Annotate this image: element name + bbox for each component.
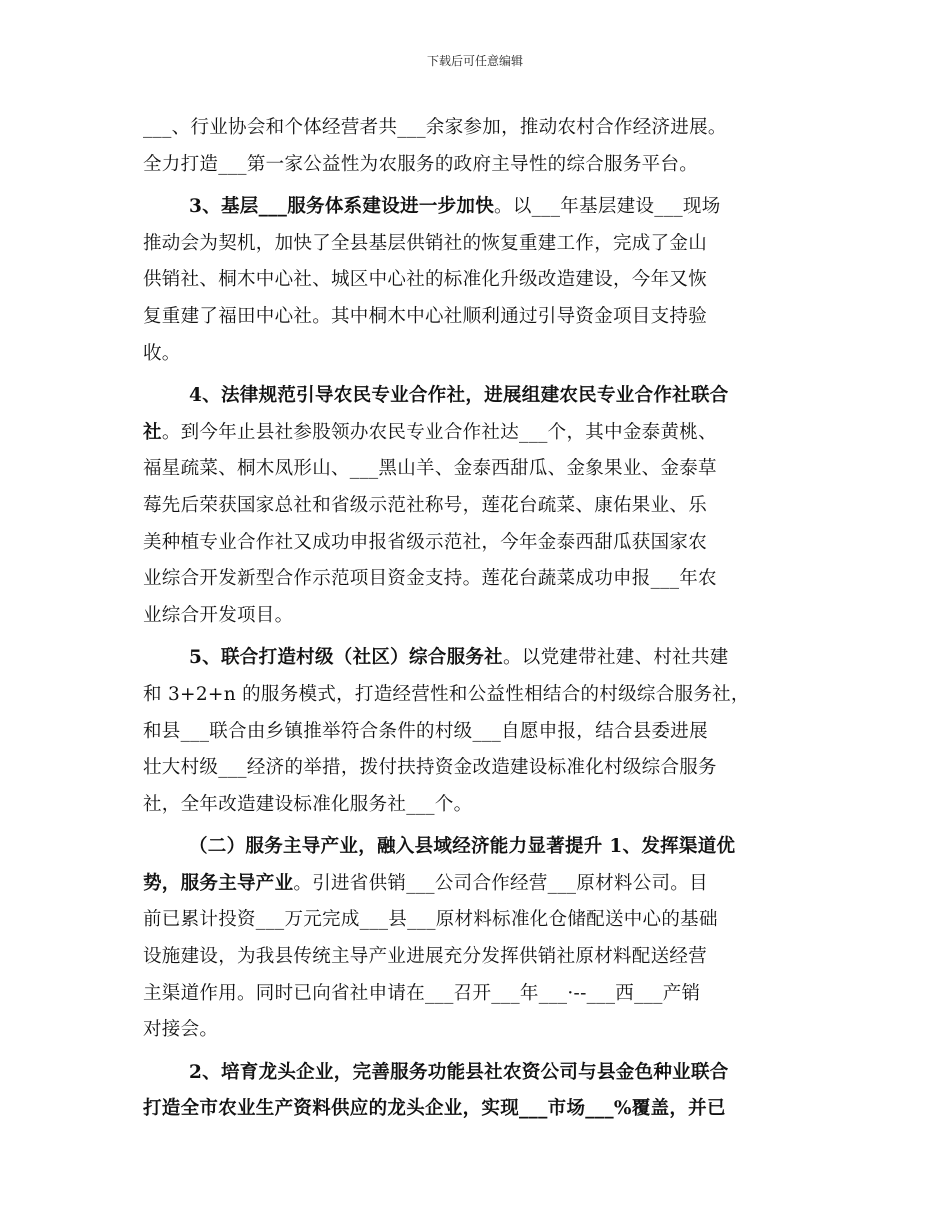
document-body	[143, 110, 811, 1128]
section-heading-end: 势，服务主导产业	[143, 872, 294, 894]
page-header: 下载后可任意编辑	[426, 54, 523, 68]
paragraph-3	[143, 378, 811, 634]
text-line: 复重建了福田中心社。其中桐木中心社顺利通过引导资金项目支持验	[143, 305, 708, 327]
section-heading: 3、基层___服务体系建设进一步加快	[189, 196, 495, 218]
text-line	[143, 415, 811, 452]
text-run: 。到今年止县社参股领办农民专业合作社达___个，其中金泰黄桃、	[161, 421, 717, 443]
text-line: ___、行业协会和个体经营者共___余家参加，推动农村合作经济进展。	[143, 117, 727, 138]
text-line	[143, 189, 811, 226]
paragraph-5	[143, 829, 811, 1049]
text-run: 。以___年基层建设___现场	[494, 196, 721, 218]
text-line: 社，全年改造建设标准化服务社___个。	[143, 793, 473, 815]
text-line: 前已累计投资___万元完成___县___原材料标准化仓储配送中心的基础	[143, 909, 718, 931]
text-line	[143, 640, 811, 677]
text-line: 推动会为契机，加快了全县基层供销社的恢复重建工作，完成了金山	[143, 232, 708, 254]
text-run: 。引进省供销___公司合作经营___原材料公司。目	[293, 872, 708, 894]
text-line: 设施建设，为我县传统主导产业进展充分发挥供销社原材料配送经营	[143, 946, 708, 968]
text-line: 收。	[143, 342, 181, 364]
text-line: 对接会。	[143, 1019, 219, 1041]
text-line: 主渠道作用。同时已向省社申请在___召开___年___·--___西___产销	[143, 982, 701, 1004]
text-line: 美种植专业合作社又成功申报省级示范社，今年金泰西甜瓜获国家农	[143, 531, 708, 553]
section-heading: 5、联合打造村级（社区）综合服务社	[189, 647, 503, 669]
section-heading: 2、培育龙头企业，完善服务功能县社农资公司与县金色种业联合	[189, 1061, 729, 1083]
text-line: 和县___联合由乡镇推举符合条件的村级___自愿申报，结合县委进展	[143, 720, 708, 742]
paragraph-1	[143, 110, 811, 183]
section-heading-end: 社	[143, 421, 162, 443]
text-line: 福星疏菜、桐木凤形山、___黑山羊、金泰西甜瓜、金象果业、金泰草	[143, 458, 717, 480]
text-line: 业综合开发新型合作示范项目资金支持。莲花台蔬菜成功申报___年农	[143, 568, 717, 590]
text-line	[143, 866, 811, 903]
paragraph-4	[143, 640, 811, 823]
text-run: 。以党建带社建、村社共建	[502, 647, 729, 669]
text-line: 业综合开发项目。	[143, 604, 294, 626]
paragraph-6	[143, 1055, 811, 1128]
text-line: 和 3+2+n 的服务模式，打造经营性和公益性相结合的村级综合服务社，	[143, 683, 750, 705]
paragraph-2	[143, 189, 811, 372]
section-heading: 打造全市农业生产资料供应的龙头企业，实现___市场___%覆盖，并已	[143, 1098, 726, 1120]
text-line: 供销社、桐木中心社、城区中心社的标准化升级改造建设，今年又恢	[143, 269, 708, 291]
text-line: 壮大村级___经济的举措，拨付扶持资金改造建设标准化村级综合服务	[143, 757, 717, 779]
section-heading: （二）服务主导产业，融入县域经济能力显著提升 1、发挥渠道优	[189, 836, 736, 858]
section-heading: 4、法律规范引导农民专业合作社，进展组建农民专业合作社联合	[189, 385, 729, 407]
text-line: 莓先后荣获国家总社和省级示范社称号，莲花台疏菜、康佑果业、乐	[143, 494, 708, 516]
text-line: 全力打造___第一家公益性为农服务的政府主导性的综合服务平台。	[143, 153, 699, 175]
